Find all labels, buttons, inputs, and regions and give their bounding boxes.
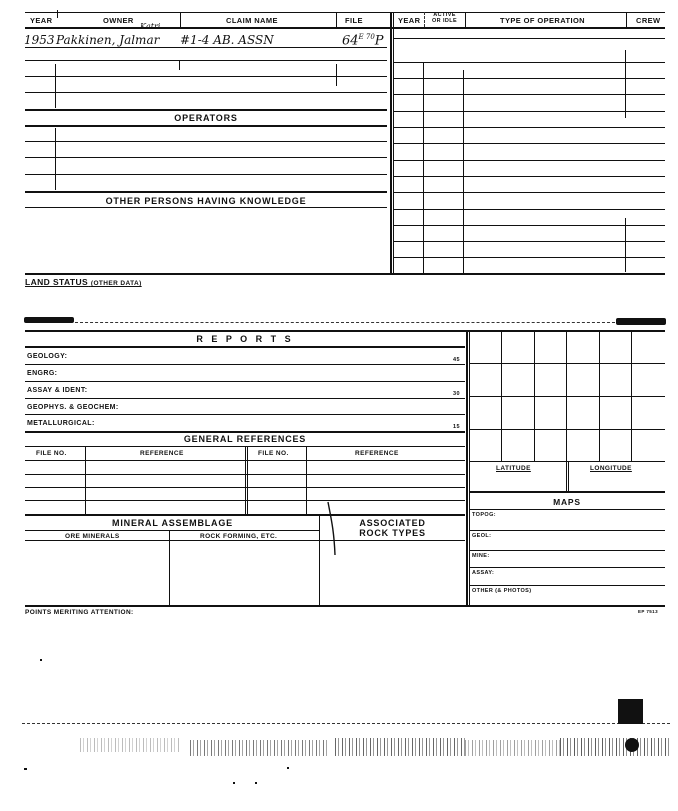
registration-mark xyxy=(618,699,643,724)
operation-row-line xyxy=(393,176,665,177)
map-label-mine: MINE: xyxy=(472,553,490,559)
speck xyxy=(255,782,257,784)
mineral-assemblage-heading: MINERAL ASSEMBLAGE xyxy=(112,518,233,528)
ref-divider xyxy=(85,446,86,514)
scan-noise xyxy=(335,738,465,756)
lat-long-divider xyxy=(568,461,569,491)
map-row-line xyxy=(469,567,665,568)
report-label-metallurgical: METALLURGICAL: xyxy=(27,420,95,427)
grid-line xyxy=(501,330,502,461)
map-row-line xyxy=(469,530,665,531)
other-persons-header-bottom xyxy=(25,207,387,208)
land-status-sub-label: (OTHER DATA) xyxy=(90,280,142,287)
divider xyxy=(180,12,181,27)
redaction-mark xyxy=(24,317,74,323)
operation-row-line xyxy=(393,127,665,128)
report-number: 45 xyxy=(453,357,460,363)
map-label-geol: GEOL: xyxy=(472,533,492,539)
associated-label: ASSOCIATED xyxy=(359,518,426,528)
lat-long-divider xyxy=(566,461,567,491)
operator-row-line xyxy=(25,157,387,158)
ref-divider xyxy=(245,446,246,514)
entry-claim: #1-4 AB. ASSN xyxy=(180,33,274,47)
grid-line xyxy=(469,396,665,397)
mineral-divider xyxy=(169,530,170,605)
other-persons-top-border xyxy=(25,191,387,193)
general-references-heading: GENERAL REFERENCES xyxy=(183,434,307,444)
ref-col-file-no-2: FILE NO. xyxy=(258,450,289,457)
col-header-crew: CREW xyxy=(636,16,661,25)
report-label-engrg: ENGRG: xyxy=(27,370,58,377)
operation-status-divider xyxy=(463,70,464,274)
entry-owner: Pakkinen, Jalmar xyxy=(56,33,160,47)
redaction-mark xyxy=(616,318,666,325)
col-header-claim-name: CLAIM NAME xyxy=(226,16,278,25)
divider xyxy=(424,12,425,27)
divider xyxy=(626,12,627,27)
owner-row-line xyxy=(25,60,387,61)
panel-left-border-inner xyxy=(469,330,470,606)
operator-row-line xyxy=(25,141,387,142)
report-label-assay-ident: ASSAY & IDENT: xyxy=(27,387,88,394)
mineral-col-rock-forming: ROCK FORMING, ETC. xyxy=(200,533,278,540)
panel-left-border xyxy=(466,330,468,606)
reports-bottom-border xyxy=(25,431,465,433)
other-persons-heading: OTHER PERSONS HAVING KNOWLEDGE xyxy=(105,196,307,206)
entry-owner-note: Katri xyxy=(140,22,161,31)
crew-divider xyxy=(625,218,626,272)
divider xyxy=(336,12,337,27)
report-row-line xyxy=(25,414,465,415)
operators-top-border xyxy=(25,109,387,111)
divider xyxy=(465,12,466,27)
divider xyxy=(179,60,180,70)
grid-line xyxy=(599,330,600,461)
report-number: 15 xyxy=(453,424,460,430)
owner-row-line xyxy=(25,92,387,93)
scan-noise xyxy=(560,738,670,756)
crew-divider xyxy=(625,50,626,118)
scan-noise xyxy=(80,738,180,752)
header-bottom-border xyxy=(25,27,665,29)
operator-year-divider xyxy=(55,128,56,190)
divider xyxy=(336,64,337,86)
report-row-line xyxy=(25,364,465,365)
col-header-type-of-operation: TYPE OF OPERATION xyxy=(500,16,586,25)
operation-row-line xyxy=(393,209,665,210)
speck xyxy=(40,659,42,661)
center-double-divider xyxy=(390,12,392,275)
map-row-line xyxy=(469,550,665,551)
grid-line xyxy=(469,363,665,364)
owner-year-divider xyxy=(55,64,56,108)
ref-divider xyxy=(247,446,248,514)
grid-line xyxy=(631,330,632,461)
land-status-label: LAND STATUS xyxy=(25,277,89,287)
mineral-header-line xyxy=(25,530,320,531)
speck xyxy=(233,782,235,784)
maps-header-line xyxy=(469,509,665,510)
operation-row-line xyxy=(393,160,665,161)
pen-stroke-mark xyxy=(322,500,342,560)
speck xyxy=(24,768,27,770)
ref-col-file-no: FILE NO. xyxy=(36,450,67,457)
maps-heading: MAPS xyxy=(553,497,581,507)
grid-line xyxy=(534,330,535,461)
divider xyxy=(57,10,58,18)
operators-header-bottom xyxy=(25,125,387,127)
file-number: 64 xyxy=(342,33,359,49)
grid-line xyxy=(566,330,567,461)
longitude-label: LONGITUDE xyxy=(590,465,632,472)
form-number: EP 7513 xyxy=(638,609,658,614)
top-border xyxy=(25,12,665,13)
report-label-geophys-geochem: GEOPHYS. & GEOCHEM: xyxy=(27,404,119,411)
col-header-year: YEAR xyxy=(30,16,53,25)
idle-label: OR IDLE xyxy=(432,18,458,24)
col-header-year-right: YEAR xyxy=(398,16,421,25)
references-bottom-border xyxy=(25,514,465,516)
col-header-active-or-idle xyxy=(432,12,457,24)
map-label-other-photos: OTHER (& PHOTOS) xyxy=(472,588,532,594)
scan-line xyxy=(22,723,670,724)
report-label-geology: GEOLOGY: xyxy=(27,353,68,360)
reports-heading: R E P O R T S xyxy=(196,334,294,344)
land-status-line xyxy=(75,322,615,323)
speck xyxy=(287,767,289,769)
maps-top-border xyxy=(469,491,665,493)
active-label: ACTIVE xyxy=(433,12,456,18)
operation-year-divider xyxy=(423,62,424,274)
operators-heading: OPERATORS xyxy=(174,113,238,123)
file-suffix: P xyxy=(374,33,384,49)
ref-divider xyxy=(306,446,307,514)
grid-line xyxy=(469,461,665,462)
operation-row-line xyxy=(393,192,665,193)
entry-year: 1953 xyxy=(24,33,55,47)
scan-noise xyxy=(190,740,330,756)
col-header-owner: OWNER xyxy=(103,16,134,25)
mineral-columns-line xyxy=(25,540,465,541)
report-row-line xyxy=(25,398,465,399)
operation-row-line xyxy=(393,38,665,39)
mineral-col-ore-minerals: ORE MINERALS xyxy=(65,533,120,540)
scan-noise xyxy=(465,740,560,756)
ref-col-reference: REFERENCE xyxy=(140,450,184,457)
operation-row-line xyxy=(393,143,665,144)
report-row-line xyxy=(25,381,465,382)
grid-line xyxy=(469,429,665,430)
map-label-topog: TOPOG: xyxy=(472,512,496,518)
map-label-assay: ASSAY: xyxy=(472,570,495,576)
owner-row-line xyxy=(25,76,387,77)
entry-underline xyxy=(25,47,387,48)
registration-dot xyxy=(625,738,639,752)
col-header-file: FILE xyxy=(345,16,363,25)
reports-top-border xyxy=(25,330,665,332)
reports-header-bottom xyxy=(25,346,465,348)
points-meriting-attention-label: POINTS MERITING ATTENTION: xyxy=(25,609,134,616)
rock-types-label: ROCK TYPES xyxy=(359,528,426,538)
ref-col-reference-2: REFERENCE xyxy=(355,450,399,457)
file-superscript: E 70 xyxy=(358,33,375,41)
latitude-label: LATITUDE xyxy=(496,465,531,472)
report-number: 30 xyxy=(453,391,460,397)
operator-row-line xyxy=(25,174,387,175)
form-bottom-border xyxy=(25,605,665,607)
land-status-heading xyxy=(25,277,142,287)
top-section-bottom-border xyxy=(25,273,665,275)
map-row-line xyxy=(469,585,665,586)
